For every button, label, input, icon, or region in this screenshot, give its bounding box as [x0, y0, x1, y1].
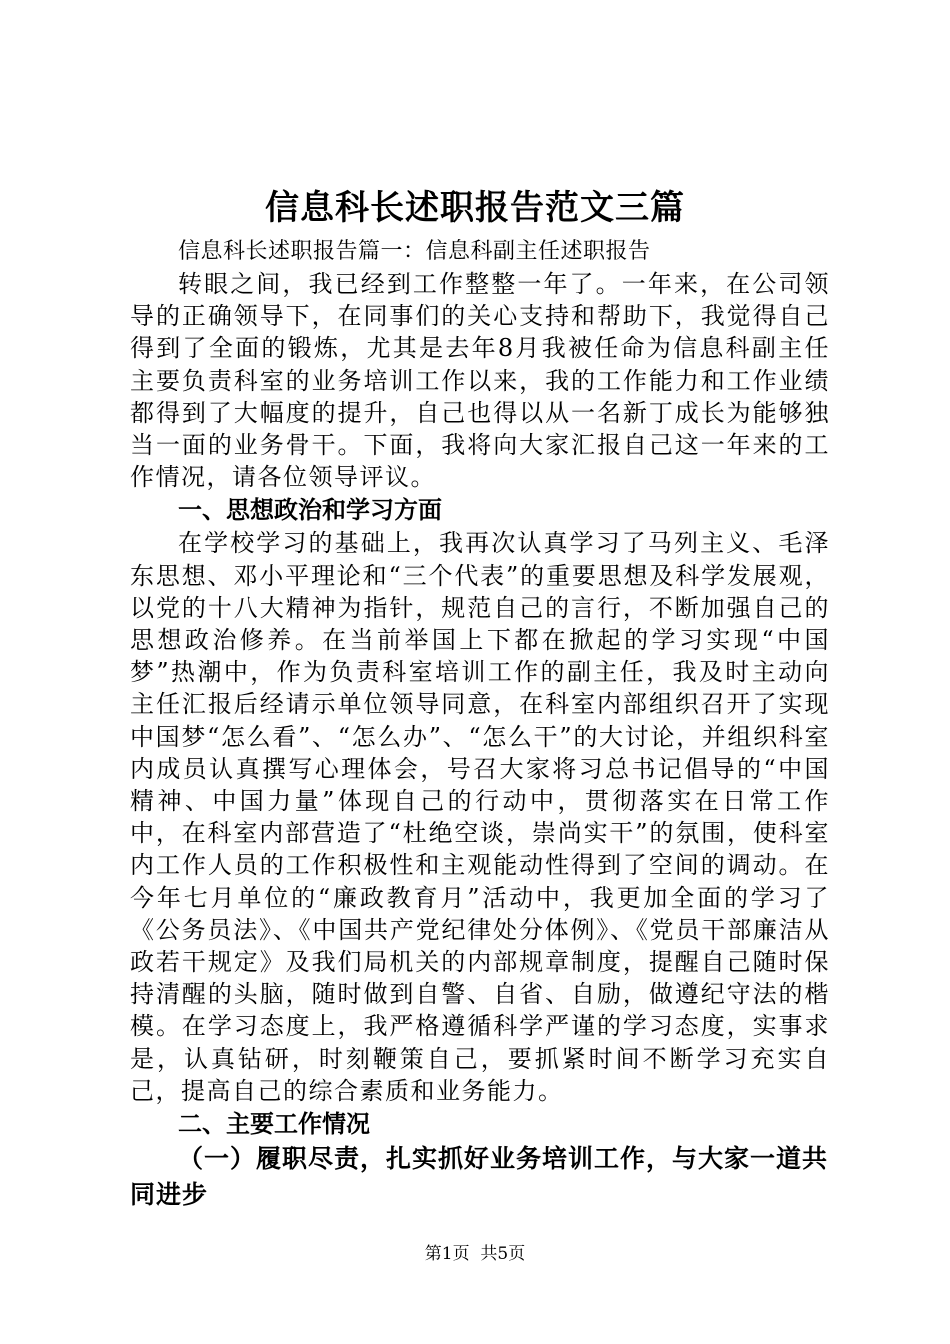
- document-title: 信息科长述职报告范文三篇: [265, 188, 685, 228]
- section-2-subheading-1: （一）履职尽责，扎实抓好业务培训工作，与大家一道共同进步: [130, 1144, 829, 1210]
- section-heading-1: 一、思想政治和学习方面: [178, 495, 442, 525]
- page-number: 第1页 共5页: [424, 1244, 526, 1264]
- section-1-paragraph: 在学校学习的基础上，我再次认真学习了马列主义、毛泽东思想、邓小平理论和“三个代表”的重要思想及科学发展观，以党的十八大精神为指针，规范自己的言行，不断加强自己的思想政治修养。在当前举国上下都在掀起的学习实现“中国梦”热潮中，作为负责科室培训工作的副主任，我及时主动向主任汇报后经请示单位领导同意，在科室内部组织召开了实现中国梦“怎么看”、“怎么办”、“怎么干”的大讨论，并组织科室内成员认真撰写心理体会，号召大家将习总书记倡导的“中国精神、中国力量”体现自己的行动中，贯彻落实在日常工作中，在科室内部营造了“杜绝空谈，崇尚实干”的氛围，使科室内工作人员的工作积极性和主观能动性得到了空间的调动。在今年七月单位的“廉政教育月”活动中，我更加全面的学习了《公务员法》、《中国共产党纪律处分体例》、《党员干部廉洁从政若干规定》及我们局机关的内部规章制度，提醒自己随时保持清醒的头脑，随时做到自警、自省、自励，做遵纪守法的楷模。在学习态度上，我严格遵循科学严谨的学习态度，实事求是，认真钻研，时刻鞭策自己，要抓紧时间不断学习充实自己，提高自己的综合素质和业务能力。: [130, 529, 830, 1105]
- document-subtitle: 信息科长述职报告篇一：信息科副主任述职报告: [178, 239, 651, 264]
- page-footer: [0, 1242, 950, 1266]
- intro-paragraph: 转眼之间，我已经到工作整整一年了。一年来，在公司领导的正确领导下，在同事们的关心支持和帮助下，我觉得自己得到了全面的锻炼，尤其是去年8月我被任命为信息科副主任主要负责科室的业务培训工作以来，我的工作能力和工作业绩都得到了大幅度的提升，自己也得以从一名新丁成长为能够独当一面的业务骨干。下面，我将向大家汇报自己这一年来的工作情况，请各位领导评议。: [130, 270, 830, 492]
- section-heading-2: 二、主要工作情况: [178, 1109, 370, 1139]
- document-body: [130, 236, 830, 1213]
